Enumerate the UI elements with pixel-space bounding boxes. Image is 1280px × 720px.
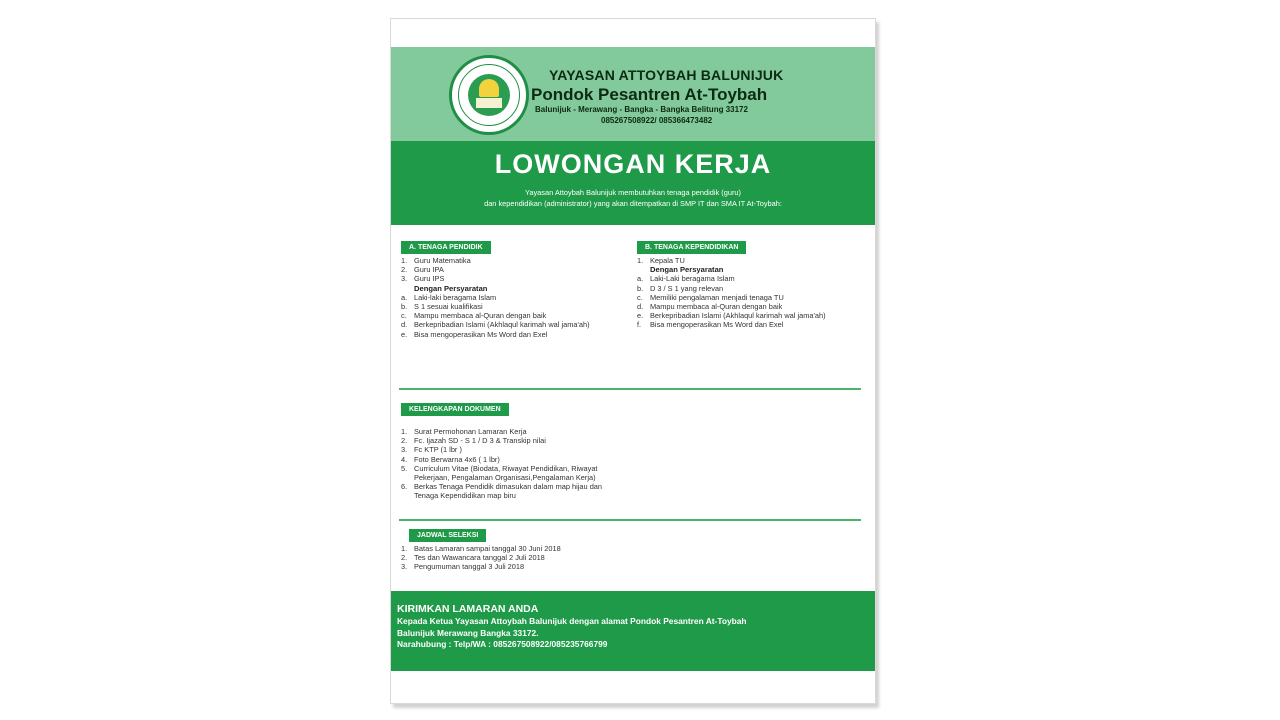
list-item: 1. Surat Permohonan Lamaran Kerja [401, 427, 527, 436]
list-item: d. Berkepribadian Islami (Akhlaqul karimah wal jama'ah) [401, 320, 590, 330]
divider [399, 519, 861, 521]
list-item: Pekerjaan, Pengalaman Organisasi,Pengalaman Kerja) [414, 473, 596, 483]
list-item: d. Mampu membaca al-Quran dengan baik [637, 302, 783, 312]
poster-title: LOWONGAN KERJA [494, 149, 772, 179]
list-item: c. Memiliki pengalaman menjadi tenaga TU [637, 292, 784, 302]
intro-text [401, 187, 865, 209]
list-item: 2. Fc. Ijazah SD - S 1 / D 3 & Transkip nilai [401, 436, 546, 446]
school-emblem-logo [449, 55, 529, 135]
list-item: e. Bisa mengoperasikan Ms Word dan Exel [401, 329, 548, 339]
list-item: 5. Curriculum Vitae (Biodata, Riwayat Pendidikan, Riwayat [401, 463, 598, 473]
title-band [391, 141, 875, 225]
list-item: f. Bisa mengoperasikan Ms Word dan Exel [637, 320, 784, 330]
requirements-heading: Dengan Persyaratan [650, 265, 724, 275]
intro-line: dan kependidikan (administrator) yang akan ditempatkan di SMP IT dan SMA IT At-Toybah: [484, 199, 782, 208]
section-b-list [637, 256, 826, 330]
list-item: 6. Berkas Tenaga Pendidik dimasukan dalam map hijau dan [401, 482, 603, 492]
list-item: 1. Kepala TU [637, 256, 685, 265]
list-item: 3. Fc KTP (1 lbr ) [401, 445, 462, 455]
list-item: e. Berkepribadian Islami (Akhlaqul karimah wal jama'ah) [637, 311, 826, 321]
footer-line: Kepada Ketua Yayasan Attoybah Balunijuk dengan alamat Pondok Pesantren At-Toybah [397, 616, 747, 626]
section-a-label: A. TENAGA PENDIDIK [401, 241, 491, 254]
list-item: a. Laki-Laki beragama Islam [637, 274, 735, 284]
section-a-list [401, 256, 590, 339]
list-item: b. S 1 sesuai kualifikasi [401, 302, 483, 312]
documents-list [401, 427, 602, 501]
list-item: c. Mampu membaca al-Quran dengan baik [401, 311, 547, 321]
footer-band [391, 591, 875, 671]
footer-line: Balunijuk Merawang Bangka 33172. [397, 627, 539, 638]
divider [399, 388, 861, 390]
footer-title: KIRIMKAN LAMARAN ANDA [397, 603, 539, 615]
schedule-label: JADWAL SELEKSI [409, 529, 486, 542]
address: Balunijuk - Merawang - Bangka - Bangka Belitung 33172 [535, 105, 748, 114]
list-item: 1. Guru Matematika [401, 256, 471, 265]
list-item: 2. Guru IPA [401, 265, 444, 275]
header-band [391, 47, 875, 141]
contact-line: Narahubung : Telp/WA : 085267508922/085235766799 [397, 639, 608, 650]
list-item: 3. Guru IPS [401, 274, 445, 284]
intro-line: Yayasan Attoybah Balunijuk membutuhkan tenaga pendidik (guru) [525, 188, 741, 197]
list-item: 4. Foto Berwarna 4x6 ( 1 lbr) [401, 454, 500, 464]
list-item: 1. Batas Lamaran sampai tanggal 30 Juni 2018 [401, 544, 561, 553]
organization-name: YAYASAN ATTOYBAH BALUNIJUK [549, 67, 784, 83]
list-item: a. Laki-laki beragama Islam [401, 292, 497, 302]
list-item: 2. Tes dan Wawancara tanggal 2 Juli 2018 [401, 553, 545, 563]
job-poster [390, 18, 876, 704]
schedule-list [401, 544, 561, 572]
list-item: 3. Pengumuman tanggal 3 Juli 2018 [401, 562, 525, 572]
documents-label: KELENGKAPAN DOKUMEN [401, 403, 509, 416]
school-name: Pondok Pesantren At-Toybah [531, 85, 768, 104]
requirements-heading: Dengan Persyaratan [414, 283, 488, 293]
phone-numbers: 085267508922/ 085366473482 [601, 116, 713, 125]
list-item: Tenaga Kependidikan map biru [414, 491, 516, 501]
list-item: b. D 3 / S 1 yang relevan [637, 283, 724, 293]
section-b-label: B. TENAGA KEPENDIDIKAN [637, 241, 746, 254]
